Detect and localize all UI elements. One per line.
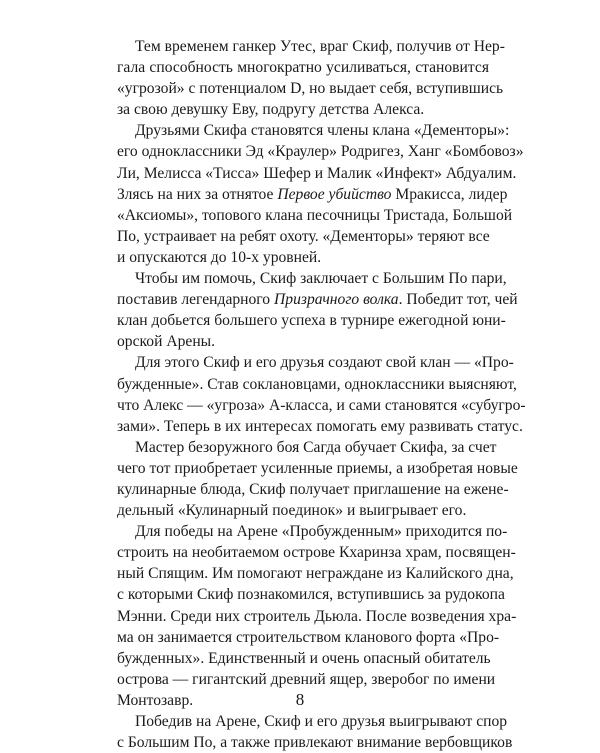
body-text xyxy=(117,36,526,753)
text-line: По, устраивает на ребят охоту. «Дементоры» теряют все xyxy=(117,227,490,245)
text-line: Победив на Арене, Скиф и его друзья выигрывают спор xyxy=(135,713,508,730)
text-line: Мастер безоружного боя Сагда обучает Скифа, за счет xyxy=(135,438,497,456)
text-line: бужденные». Став соклановцами, одноклассники выясняют, xyxy=(117,375,517,393)
text-line: строить на необитаемом острове Кхаринза храм, посвящен- xyxy=(117,544,516,562)
text-line: Монтозавр. xyxy=(117,691,194,709)
text-line: за свою девушку Еву, подругу детства Алекса. xyxy=(117,101,425,119)
text-line: «угрозой» с потенциалом D, но выдает себя, вступившись xyxy=(117,80,504,98)
text-line: чего тот приобретает усиленные приемы, а изобретая новые xyxy=(117,459,518,477)
text-line: Для победы на Арене «Пробужденным» приходится по- xyxy=(135,523,508,541)
paragraph xyxy=(117,36,505,120)
text-line: Друзьями Скифа становятся члены клана «Дементоры»: xyxy=(135,122,510,140)
paragraph xyxy=(117,437,518,521)
paragraph xyxy=(117,352,526,436)
text-line: Для этого Скиф и его друзья создают свой клан — «Про- xyxy=(135,354,514,372)
text-line: с Большим По, а также привлекают внимание вербовщиков xyxy=(117,734,513,752)
text-line: гала способность многократно усиливаться, становится xyxy=(117,59,489,77)
text-line: кулинарные блюда, Скиф получает приглашение на еженe- xyxy=(117,480,509,498)
paragraph xyxy=(117,120,524,268)
text-line: дельный «Кулинарный поединок» и выигрывает его. xyxy=(117,502,467,520)
paragraph xyxy=(117,521,517,711)
text-line: зами». Теперь в их интересах помогать ему развивать статус. xyxy=(117,417,523,435)
paragraph xyxy=(117,268,518,352)
text-line: Мэнни. Среди них строитель Дьюла. После возведения хра- xyxy=(117,607,517,625)
text-line: его одноклассники Эд «Краулер» Родригез, Ханг «Бомбовоз» xyxy=(117,143,524,161)
page-number: 8 xyxy=(295,690,305,709)
text-line: Чтобы им помочь, Скиф заключает с Большим По пари, xyxy=(135,270,507,288)
text-line: клан добьется большего успеха в турнире ежегодной юни- xyxy=(117,312,506,330)
text-line: Тем временем ганкер Утес, враг Скиф, получив от Нер- xyxy=(135,38,505,55)
text-line: орской Арены. xyxy=(117,333,216,351)
text-line: Ли, Мелисса «Тисса» Шефер и Малик «Инфект» Абдуалим. xyxy=(117,164,517,182)
text-line: бужденных». Единственный и очень опасный обитатель xyxy=(117,649,491,667)
text-line: ный Спящим. Им помогают неграждане из Калийского дна, xyxy=(117,565,514,583)
text-line: и опускаются до 10-х уровней. xyxy=(117,248,322,266)
text-line: ма он занимается строительством кланового форта «Про- xyxy=(117,628,500,646)
text-line: с которыми Скиф познакомился, вступившись за рудокопа xyxy=(117,586,505,604)
text-line: Злясь на них за отнятое Первое убийство Мракисса, лидер xyxy=(117,185,508,203)
text-line: острова — гигантский древний ящер, зверобог по имени xyxy=(117,670,496,688)
paragraph xyxy=(117,711,513,753)
text-line: «Аксиомы», топового клана песочницы Тристада, Большой xyxy=(117,206,513,224)
text-line: поставив легендарного Призрачного волка. Победит тот, чей xyxy=(117,291,518,309)
text-line: что Алекс — «угроза» A-класса, и сами становятся «субугро- xyxy=(117,396,526,414)
